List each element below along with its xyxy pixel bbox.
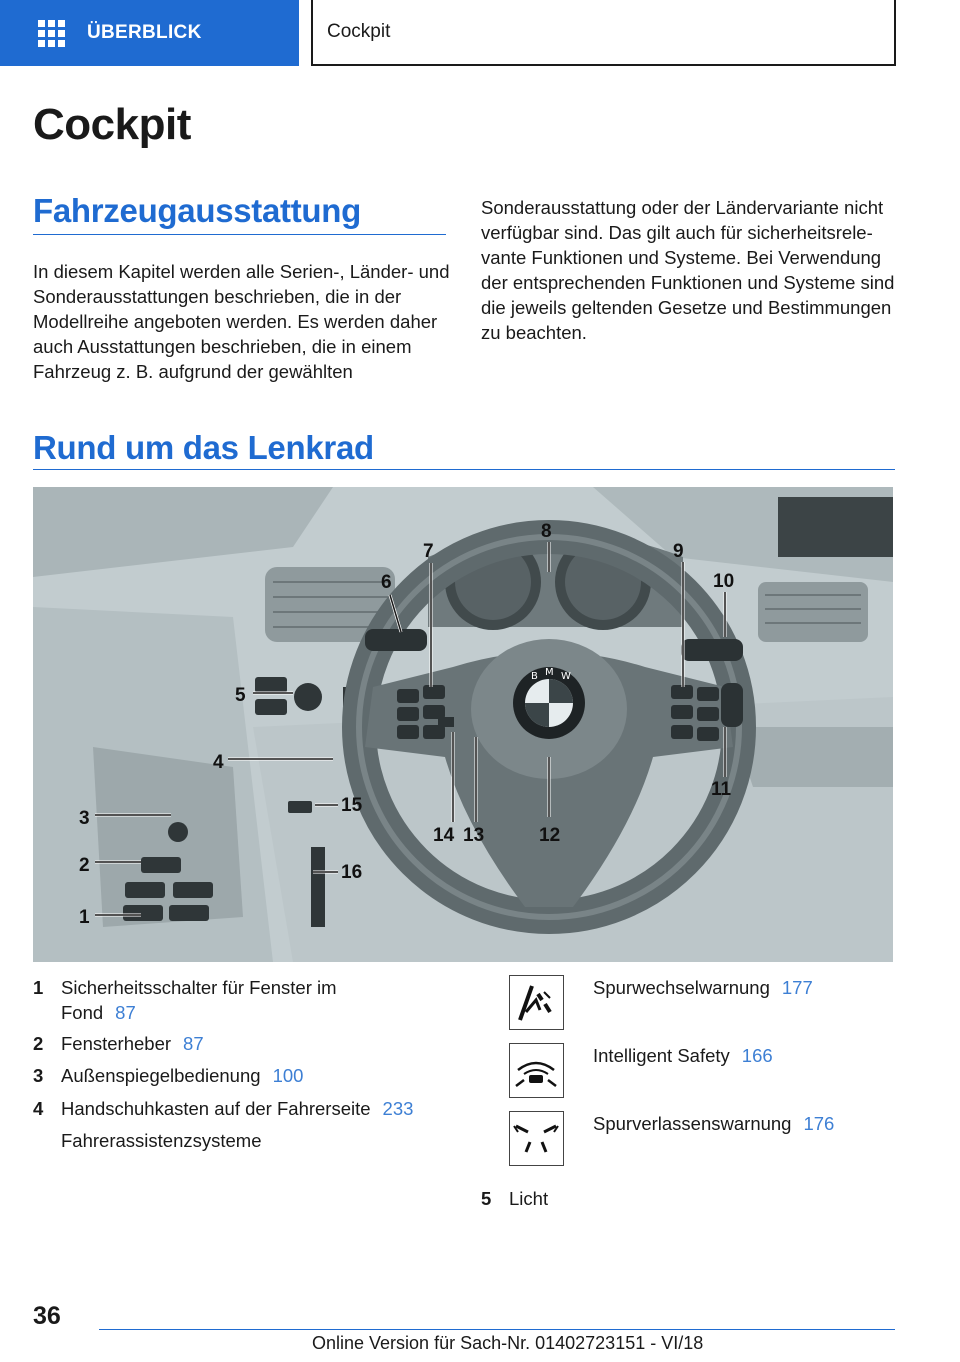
legend-text: Spurwechselwarnung xyxy=(593,977,770,998)
legend-text: Intelligent Safety xyxy=(593,1045,730,1066)
callout-11: 11 xyxy=(711,779,732,800)
logo-letter: W xyxy=(561,671,571,682)
page-ref-link[interactable]: 176 xyxy=(803,1113,835,1134)
logo-letter: M xyxy=(545,667,554,678)
legend-item-1 xyxy=(33,975,463,1027)
legend-number: 1 xyxy=(33,977,44,998)
legend-text: Licht xyxy=(509,1188,549,1209)
callout-2: 2 xyxy=(79,855,90,876)
legend-number: 3 xyxy=(33,1065,44,1086)
footer-divider xyxy=(99,1329,895,1330)
legend-text xyxy=(61,975,337,1025)
legend-text: Fensterheber xyxy=(61,1033,172,1054)
callout-6: 6 xyxy=(381,572,392,593)
intro-paragraph-right: Sonderausstattung oder der Ländervariante nicht verfügbar sind. Das gilt auch für sicherheitsrelevante Funktionen und Systeme. Bei Verwendung der entsprechenden Funktionen und Systeme sind die jeweils geltenden Gesetze und Bestimmungen zu beachten. xyxy=(481,197,895,343)
callout-15: 15 xyxy=(341,795,363,816)
legend-text-line: Sicherheitsschalter für Fenster im xyxy=(61,977,337,998)
callout-1: 1 xyxy=(79,907,90,928)
legend-item-lane-departure xyxy=(593,1111,913,1137)
legend-item-4 xyxy=(33,1096,463,1122)
legend-item-3 xyxy=(33,1063,463,1089)
cockpit-drawing xyxy=(33,487,893,962)
section-heading-fahrzeugausstattung: Fahrzeugausstattung xyxy=(33,192,361,229)
section-tab[interactable] xyxy=(0,0,299,66)
lane-change-warning-icon xyxy=(509,975,564,1030)
callout-16: 16 xyxy=(341,862,363,883)
callout-12: 12 xyxy=(539,825,561,846)
chapter-title: Cockpit xyxy=(311,0,896,66)
legend-item-2 xyxy=(33,1031,463,1057)
legend-number: 4 xyxy=(33,1098,44,1119)
section-divider xyxy=(33,234,446,235)
legend-item-intelligent-safety xyxy=(593,1043,913,1069)
page-ref-link[interactable]: 87 xyxy=(183,1033,204,1054)
legend-subheading xyxy=(33,1128,463,1154)
callout-10: 10 xyxy=(713,571,735,592)
legend-item-5 xyxy=(481,1186,901,1212)
grid-menu-icon xyxy=(38,20,65,47)
legend-subheading-text: Fahrerassistenzsysteme xyxy=(61,1130,262,1151)
legend-number: 5 xyxy=(481,1188,492,1209)
page-ref-link[interactable]: 87 xyxy=(115,1002,136,1023)
lane-departure-warning-icon xyxy=(509,1111,564,1166)
legend-text: Spurverlassenswarnung xyxy=(593,1113,792,1134)
callout-8: 8 xyxy=(541,521,552,542)
intro-paragraph-left: In diesem Kapitel werden alle Serien-, Länder- und Sonderausstattungen beschrieben, die in der Modellreihe angeboten werden. Es werden daher auch Ausstattungen beschrieben, die in einem Fahrzeug z. B. aufgrund der gewählten xyxy=(33,261,450,382)
cockpit-illustration xyxy=(33,487,893,962)
legend-text: Außenspiegelbedienung xyxy=(61,1065,261,1086)
section-tab-label: ÜBERBLICK xyxy=(87,22,202,43)
callout-5: 5 xyxy=(235,685,246,706)
callout-14: 14 xyxy=(433,825,455,846)
callout-3: 3 xyxy=(79,808,90,829)
legend-number: 2 xyxy=(33,1033,44,1054)
page-ref-link[interactable]: 177 xyxy=(781,977,813,998)
intelligent-safety-icon xyxy=(509,1043,564,1098)
footer-version-text: Online Version für Sach-Nr. 01402723151 - VI/18 xyxy=(312,1333,704,1353)
callout-7: 7 xyxy=(423,541,434,562)
logo-letter: B xyxy=(531,671,538,682)
legend-item-lane-change xyxy=(593,975,913,1001)
page-ref-link[interactable]: 166 xyxy=(741,1045,773,1066)
callout-9: 9 xyxy=(673,541,684,562)
section-heading-lenkrad: Rund um das Lenkrad xyxy=(33,429,374,466)
page-ref-link[interactable]: 100 xyxy=(272,1065,304,1086)
legend-text: Handschuhkasten auf der Fahrerseite xyxy=(61,1098,371,1119)
page-number: 36 xyxy=(33,1302,61,1330)
legend-text-line: Fond xyxy=(61,1002,104,1023)
callout-4: 4 xyxy=(213,752,224,773)
callout-13: 13 xyxy=(463,825,485,846)
section-divider xyxy=(33,469,895,470)
page-ref-link[interactable]: 233 xyxy=(382,1098,414,1119)
page-title: Cockpit xyxy=(33,100,191,149)
